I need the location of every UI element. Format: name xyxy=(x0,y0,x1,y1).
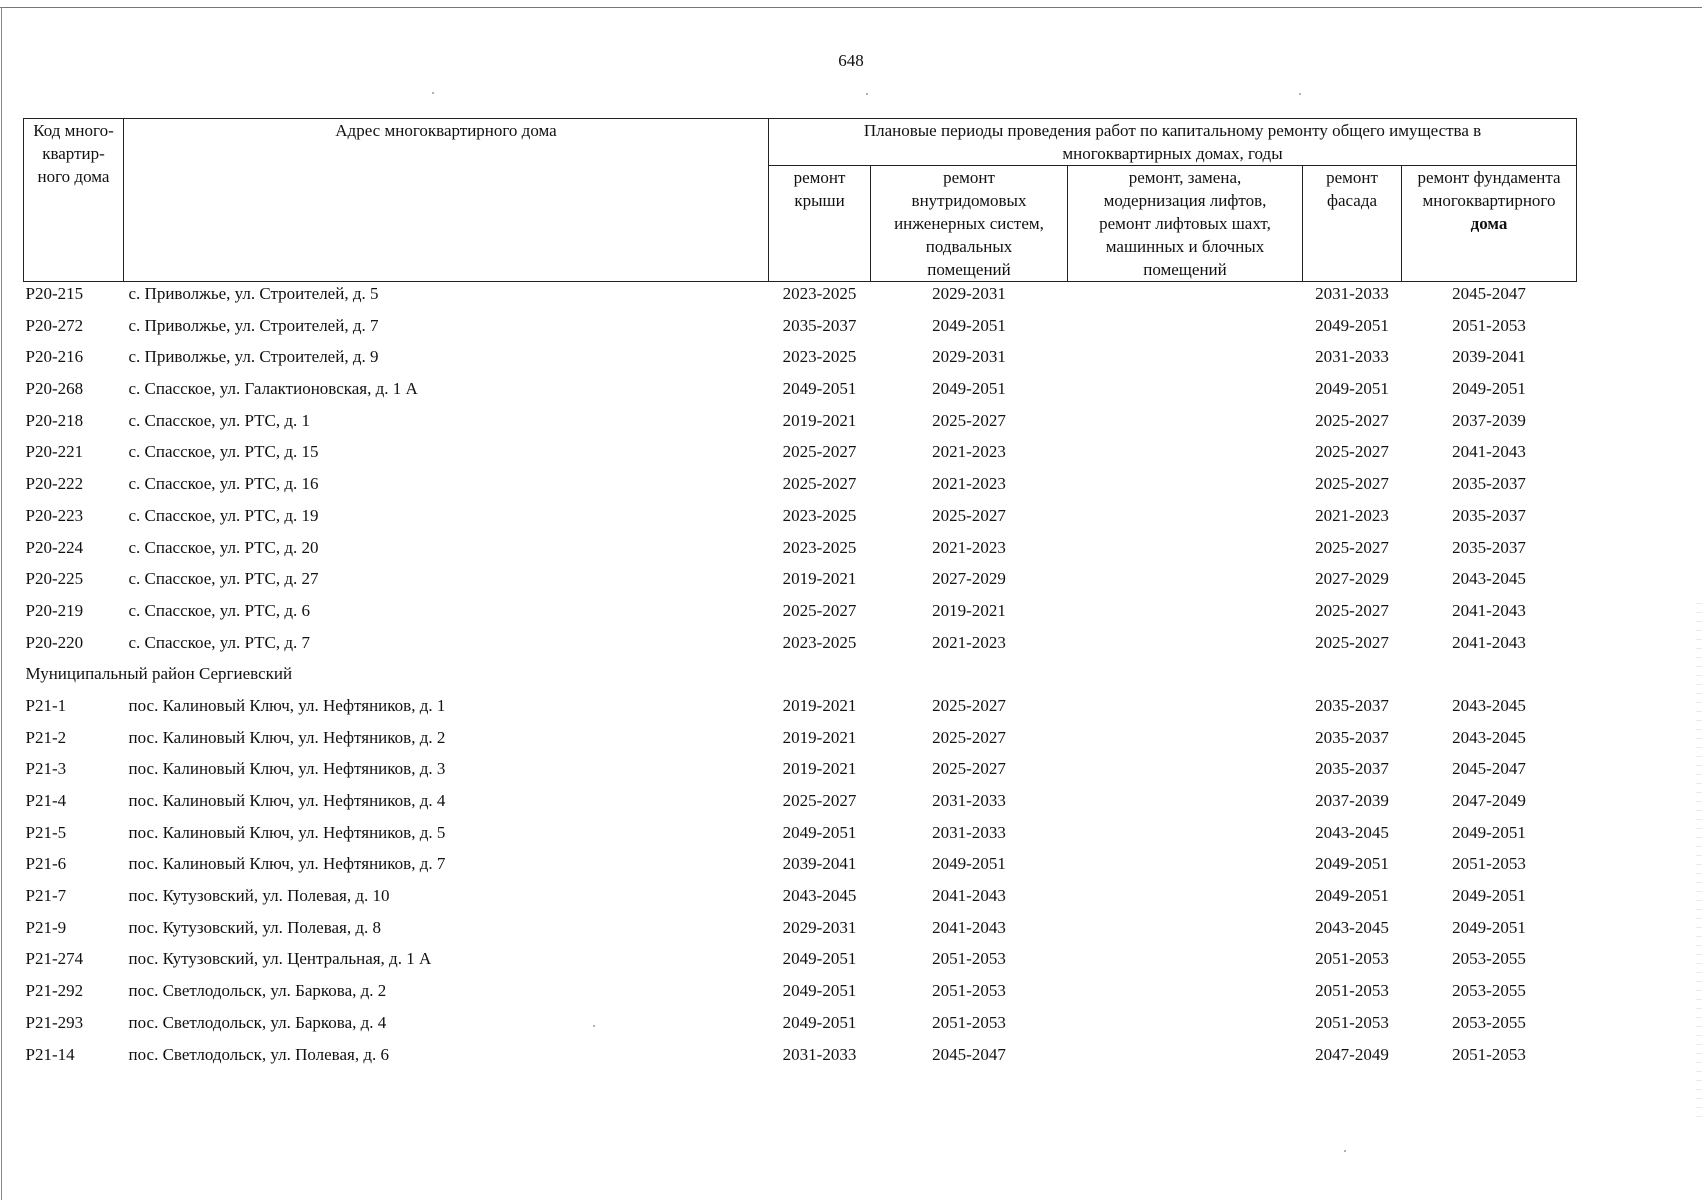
header-address: Адрес многоквартирного дома xyxy=(124,119,769,282)
section-label: Муниципальный район Сергиевский xyxy=(25,664,293,684)
cell-foundation: 2049-2051 xyxy=(1452,886,1526,906)
cell-facade: 2025-2027 xyxy=(1315,632,1389,652)
cell-facade: 2047-2049 xyxy=(1315,1044,1389,1064)
cell-facade: 2031-2033 xyxy=(1315,347,1389,367)
cell-address: пос. Калиновый Ключ, ул. Нефтяников, д. 1 xyxy=(128,695,446,715)
cell-foundation: 2041-2043 xyxy=(1452,442,1526,462)
cell-facade: 2043-2045 xyxy=(1315,917,1389,937)
cell-foundation: 2035-2037 xyxy=(1452,537,1526,557)
header-lifts: ремонт, замена, модернизация лифтов, ремонт лифтовых шахт, машинных и блочных помещений xyxy=(1068,166,1303,282)
cell-roof: 2023-2025 xyxy=(782,632,857,652)
cell-roof: 2019-2021 xyxy=(782,759,857,779)
cell-code: Р21-3 xyxy=(25,759,67,779)
cell-lifts xyxy=(1068,567,1303,599)
cell-foundation: 2047-2049 xyxy=(1452,791,1526,810)
cell-code: Р21-292 xyxy=(25,981,84,1001)
cell-engineering: 2025-2027 xyxy=(932,410,1006,430)
cell-address: пос. Светлодольск, ул. Баркова, д. 4 xyxy=(128,1012,387,1032)
scan-edge-noise xyxy=(1696,600,1702,1120)
cell-roof: 2031-2033 xyxy=(782,1044,857,1064)
cell-engineering: 2025-2027 xyxy=(932,727,1006,747)
table-row xyxy=(24,1011,1577,1043)
cell-engineering: 2051-2053 xyxy=(932,981,1006,1001)
cell-lifts xyxy=(1068,631,1303,663)
cell-engineering: 2051-2053 xyxy=(932,949,1006,969)
table-row xyxy=(24,979,1577,1011)
cell-facade: 2021-2023 xyxy=(1315,505,1389,525)
capital-repair-schedule-table xyxy=(23,118,1577,1074)
cell-engineering: 2029-2031 xyxy=(932,284,1006,303)
cell-lifts xyxy=(1068,884,1303,916)
cell-lifts xyxy=(1068,821,1303,853)
cell-foundation: 2049-2051 xyxy=(1452,822,1526,842)
cell-roof: 2019-2021 xyxy=(782,695,857,715)
table-row xyxy=(24,789,1577,821)
scan-speck xyxy=(1344,1150,1346,1152)
cell-address: с. Спасское, ул. РТС, д. 20 xyxy=(128,537,319,557)
table-row xyxy=(24,282,1577,314)
cell-foundation: 2051-2053 xyxy=(1452,315,1526,335)
cell-code: Р21-293 xyxy=(25,1012,84,1032)
cell-foundation: 2041-2043 xyxy=(1452,632,1526,652)
table-row xyxy=(24,726,1577,758)
cell-engineering: 2025-2027 xyxy=(932,505,1006,525)
table-row xyxy=(24,345,1577,377)
page-number: 648 xyxy=(838,51,864,70)
cell-engineering: 2031-2033 xyxy=(932,791,1006,810)
cell-engineering: 2031-2033 xyxy=(932,822,1006,842)
cell-code: Р21-9 xyxy=(25,917,67,937)
cell-foundation: 2051-2053 xyxy=(1452,854,1526,874)
header-facade: ремонт фасада xyxy=(1303,166,1402,282)
cell-engineering: 2041-2043 xyxy=(932,886,1006,906)
cell-roof: 2043-2045 xyxy=(782,886,857,906)
cell-roof: 2035-2037 xyxy=(782,315,857,335)
cell-foundation: 2053-2055 xyxy=(1452,981,1526,1001)
cell-address: с. Спасское, ул. РТС, д. 1 xyxy=(128,410,311,430)
cell-lifts xyxy=(1068,726,1303,758)
cell-code: Р20-223 xyxy=(25,505,84,525)
cell-code: Р20-221 xyxy=(25,442,84,462)
cell-foundation: 2049-2051 xyxy=(1452,917,1526,937)
cell-address: с. Спасское, ул. РТС, д. 7 xyxy=(128,632,311,652)
cell-lifts xyxy=(1068,1043,1303,1075)
cell-facade: 2035-2037 xyxy=(1315,695,1389,715)
cell-roof: 2019-2021 xyxy=(782,569,857,589)
cell-code: Р21-4 xyxy=(25,791,67,810)
cell-engineering: 2049-2051 xyxy=(932,379,1006,399)
cell-engineering: 2027-2029 xyxy=(932,569,1006,589)
cell-foundation: 2053-2055 xyxy=(1452,949,1526,969)
cell-address: пос. Светлодольск, ул. Полевая, д. 6 xyxy=(128,1044,389,1064)
cell-code: Р21-7 xyxy=(25,886,67,906)
cell-address: с. Спасское, ул. РТС, д. 15 xyxy=(128,442,319,462)
table-row xyxy=(24,852,1577,884)
cell-address: с. Спасское, ул. РТС, д. 16 xyxy=(128,474,319,494)
cell-roof: 2023-2025 xyxy=(782,284,857,303)
cell-facade: 2025-2027 xyxy=(1315,537,1389,557)
cell-roof: 2025-2027 xyxy=(782,474,857,494)
cell-roof: 2049-2051 xyxy=(782,1012,857,1032)
cell-address: с. Спасское, ул. РТС, д. 27 xyxy=(128,569,319,589)
table-row xyxy=(24,947,1577,979)
cell-facade: 2049-2051 xyxy=(1315,886,1389,906)
cell-roof: 2049-2051 xyxy=(782,379,857,399)
cell-address: пос. Кутузовский, ул. Полевая, д. 8 xyxy=(128,917,382,937)
cell-engineering: 2019-2021 xyxy=(932,600,1006,620)
cell-lifts xyxy=(1068,916,1303,948)
cell-engineering: 2021-2023 xyxy=(932,474,1006,494)
cell-facade: 2049-2051 xyxy=(1315,854,1389,874)
scan-border-top xyxy=(0,7,1702,8)
table-row xyxy=(24,1043,1577,1075)
cell-facade: 2043-2045 xyxy=(1315,822,1389,842)
header-code: Код много- квартир- ного дома xyxy=(24,119,124,282)
table-row xyxy=(24,472,1577,504)
cell-facade: 2025-2027 xyxy=(1315,600,1389,620)
cell-address: с. Спасское, ул. РТС, д. 6 xyxy=(128,600,311,620)
cell-roof: 2049-2051 xyxy=(782,949,857,969)
cell-lifts xyxy=(1068,789,1303,821)
cell-foundation: 2039-2041 xyxy=(1452,347,1526,367)
cell-roof: 2025-2027 xyxy=(782,791,857,810)
table-row xyxy=(24,694,1577,726)
cell-lifts xyxy=(1068,314,1303,346)
scan-speck xyxy=(1299,93,1301,95)
cell-foundation: 2053-2055 xyxy=(1452,1012,1526,1032)
table-row xyxy=(24,916,1577,948)
cell-code: Р20-268 xyxy=(25,379,84,399)
cell-lifts xyxy=(1068,472,1303,504)
cell-code: Р20-216 xyxy=(25,347,84,367)
table-row xyxy=(24,536,1577,568)
cell-engineering: 2041-2043 xyxy=(932,917,1006,937)
cell-roof: 2049-2051 xyxy=(782,981,857,1001)
cell-code: Р20-220 xyxy=(25,632,84,652)
cell-roof: 2025-2027 xyxy=(782,442,857,462)
cell-foundation: 2043-2045 xyxy=(1452,727,1526,747)
table-row xyxy=(24,884,1577,916)
header-foundation: ремонт фундамента многоквартирного дома xyxy=(1402,166,1577,282)
cell-lifts xyxy=(1068,979,1303,1011)
table-row xyxy=(24,377,1577,409)
cell-roof: 2019-2021 xyxy=(782,727,857,747)
cell-address: пос. Калиновый Ключ, ул. Нефтяников, д. 3 xyxy=(128,759,446,779)
cell-code: Р20-222 xyxy=(25,474,84,494)
cell-code: Р21-5 xyxy=(25,822,67,842)
cell-roof: 2023-2025 xyxy=(782,537,857,557)
cell-facade: 2051-2053 xyxy=(1315,949,1389,969)
cell-lifts xyxy=(1068,852,1303,884)
cell-code: Р21-2 xyxy=(25,727,67,747)
scan-border-left xyxy=(1,7,2,1200)
cell-roof: 2029-2031 xyxy=(782,917,857,937)
cell-address: пос. Светлодольск, ул. Баркова, д. 2 xyxy=(128,981,387,1001)
cell-foundation: 2035-2037 xyxy=(1452,505,1526,525)
cell-address: с. Приволжье, ул. Строителей, д. 7 xyxy=(128,315,379,335)
cell-address: пос. Калиновый Ключ, ул. Нефтяников, д. 5 xyxy=(128,822,446,842)
table-body xyxy=(24,282,1577,1075)
cell-foundation: 2037-2039 xyxy=(1452,410,1526,430)
header-roof: ремонт крыши xyxy=(769,166,871,282)
cell-facade: 2049-2051 xyxy=(1315,379,1389,399)
cell-lifts xyxy=(1068,377,1303,409)
cell-lifts xyxy=(1068,757,1303,789)
cell-lifts xyxy=(1068,536,1303,568)
cell-facade: 2025-2027 xyxy=(1315,474,1389,494)
table-row xyxy=(24,504,1577,536)
cell-foundation: 2045-2047 xyxy=(1452,759,1526,779)
cell-facade: 2025-2027 xyxy=(1315,442,1389,462)
cell-roof: 2023-2025 xyxy=(782,505,857,525)
cell-roof: 2049-2051 xyxy=(782,822,857,842)
header-engineering: ремонт внутридомовых инженерных систем, подвальных помещений xyxy=(871,166,1068,282)
cell-roof: 2023-2025 xyxy=(782,347,857,367)
cell-lifts xyxy=(1068,694,1303,726)
cell-engineering: 2049-2051 xyxy=(932,315,1006,335)
cell-lifts xyxy=(1068,345,1303,377)
cell-engineering: 2029-2031 xyxy=(932,347,1006,367)
cell-engineering: 2021-2023 xyxy=(932,537,1006,557)
cell-foundation: 2041-2043 xyxy=(1452,600,1526,620)
cell-facade: 2027-2029 xyxy=(1315,569,1389,589)
scan-speck xyxy=(866,93,868,95)
cell-code: Р20-224 xyxy=(25,537,84,557)
table-row xyxy=(24,409,1577,441)
table-row xyxy=(24,567,1577,599)
cell-code: Р21-274 xyxy=(25,949,84,969)
table-row xyxy=(24,757,1577,789)
cell-engineering: 2021-2023 xyxy=(932,632,1006,652)
header-planned-periods: Плановые периоды проведения работ по капитальному ремонту общего имущества в многоквартирных домах, годы xyxy=(769,119,1577,166)
scan-speck xyxy=(432,92,434,94)
cell-address: с. Спасское, ул. Галактионовская, д. 1 А xyxy=(128,379,418,399)
cell-facade: 2049-2051 xyxy=(1315,315,1389,335)
cell-engineering: 2025-2027 xyxy=(932,759,1006,779)
cell-address: пос. Калиновый Ключ, ул. Нефтяников, д. 7 xyxy=(128,854,446,874)
cell-foundation: 2049-2051 xyxy=(1452,379,1526,399)
cell-facade: 2031-2033 xyxy=(1315,284,1389,303)
cell-facade: 2037-2039 xyxy=(1315,791,1389,810)
cell-facade: 2051-2053 xyxy=(1315,1012,1389,1032)
cell-engineering: 2049-2051 xyxy=(932,854,1006,874)
cell-code: Р21-14 xyxy=(25,1044,75,1064)
cell-lifts xyxy=(1068,504,1303,536)
cell-roof: 2039-2041 xyxy=(782,854,857,874)
cell-code: Р20-215 xyxy=(25,284,84,303)
cell-lifts xyxy=(1068,440,1303,472)
table-row xyxy=(24,631,1577,663)
cell-address: пос. Кутузовский, ул. Центральная, д. 1 А xyxy=(128,949,432,969)
cell-lifts xyxy=(1068,409,1303,441)
cell-foundation: 2043-2045 xyxy=(1452,695,1526,715)
cell-address: пос. Калиновый Ключ, ул. Нефтяников, д. 4 xyxy=(128,791,446,810)
cell-address: пос. Кутузовский, ул. Полевая, д. 10 xyxy=(128,886,390,906)
cell-foundation: 2045-2047 xyxy=(1452,284,1526,303)
cell-engineering: 2051-2053 xyxy=(932,1012,1006,1032)
cell-engineering: 2021-2023 xyxy=(932,442,1006,462)
cell-code: Р20-225 xyxy=(25,569,84,589)
cell-facade: 2051-2053 xyxy=(1315,981,1389,1001)
cell-code: Р20-272 xyxy=(25,315,84,335)
cell-facade: 2025-2027 xyxy=(1315,410,1389,430)
table-row xyxy=(24,821,1577,853)
cell-engineering: 2025-2027 xyxy=(932,695,1006,715)
table-row xyxy=(24,314,1577,346)
cell-foundation: 2051-2053 xyxy=(1452,1044,1526,1064)
cell-lifts xyxy=(1068,947,1303,979)
cell-code: Р21-1 xyxy=(25,695,67,715)
cell-foundation: 2043-2045 xyxy=(1452,569,1526,589)
scan-speck xyxy=(593,1025,595,1027)
cell-code: Р20-219 xyxy=(25,600,84,620)
section-row xyxy=(24,662,1577,694)
cell-roof: 2019-2021 xyxy=(782,410,857,430)
cell-address: с. Приволжье, ул. Строителей, д. 9 xyxy=(128,347,379,367)
cell-code: Р21-6 xyxy=(25,854,67,874)
cell-lifts xyxy=(1068,1011,1303,1043)
table-row xyxy=(24,599,1577,631)
cell-facade: 2035-2037 xyxy=(1315,759,1389,779)
cell-lifts xyxy=(1068,282,1303,314)
cell-lifts xyxy=(1068,599,1303,631)
cell-code: Р20-218 xyxy=(25,410,84,430)
cell-address: пос. Калиновый Ключ, ул. Нефтяников, д. 2 xyxy=(128,727,446,747)
cell-facade: 2035-2037 xyxy=(1315,727,1389,747)
cell-engineering: 2045-2047 xyxy=(932,1044,1006,1064)
cell-foundation: 2035-2037 xyxy=(1452,474,1526,494)
cell-roof: 2025-2027 xyxy=(782,600,857,620)
cell-address: с. Приволжье, ул. Строителей, д. 5 xyxy=(128,284,379,303)
cell-address: с. Спасское, ул. РТС, д. 19 xyxy=(128,505,319,525)
table-row xyxy=(24,440,1577,472)
